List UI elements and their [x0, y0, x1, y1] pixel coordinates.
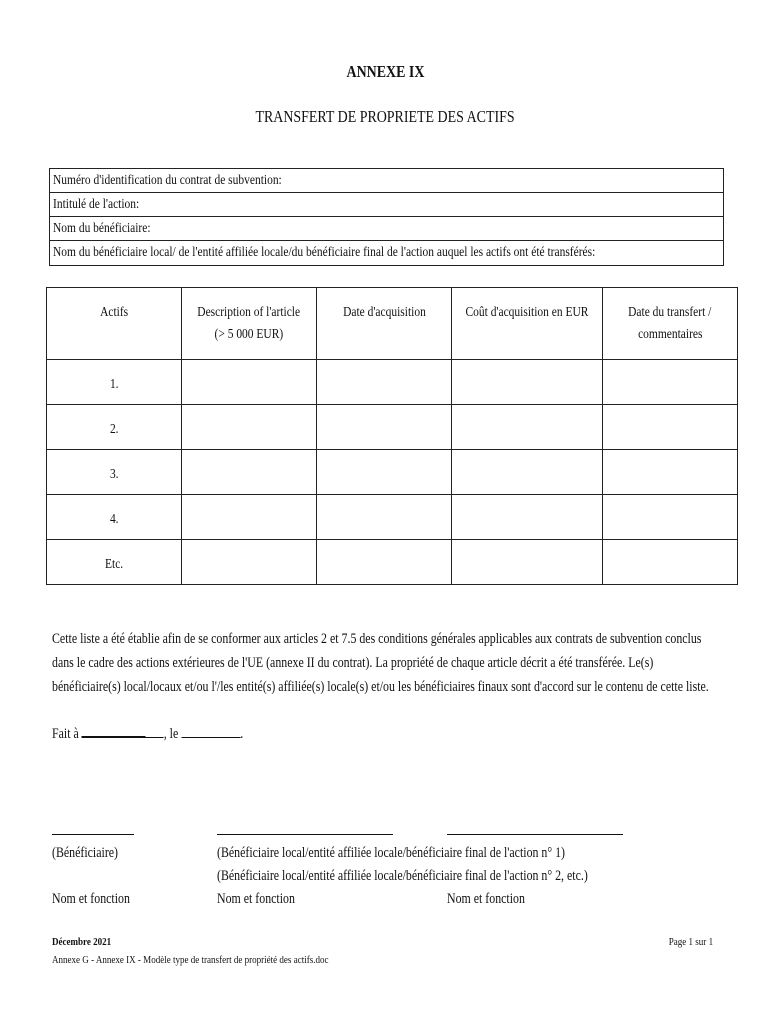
info-label-contract-id: Numéro d'identification du contrat de subvention: [53, 173, 282, 188]
table-cell-description[interactable] [182, 405, 317, 450]
table-row [47, 495, 738, 540]
annex-title-text: ANNEXE IX [346, 62, 424, 81]
table-cell-description[interactable] [182, 450, 317, 495]
place-blank-field-tail[interactable] [146, 723, 164, 738]
table-cell-acquisition-cost[interactable] [452, 405, 603, 450]
table-cell-acquisition-date[interactable] [317, 495, 452, 540]
table-header-row [47, 288, 738, 360]
table-row [47, 450, 738, 495]
header-acquisition-date [317, 288, 452, 360]
table-cell-acquisition-date[interactable] [317, 360, 452, 405]
table-cell-acquisition-cost[interactable] [452, 450, 603, 495]
place-label: Fait à [52, 726, 79, 742]
document-title-text: TRANSFERT DE PROPRIETE DES ACTIFS [255, 107, 515, 126]
info-label-local-beneficiary: Nom du bénéficiaire local/ de l'entité affiliée locale/du bénéficiaire final de l'action auquel les actifs ont été transférés: [53, 245, 596, 260]
footer-filename: Annexe G - Annexe IX - Modèle type de transfert de propriété des actifs.doc [52, 954, 329, 966]
table-cell-description[interactable] [182, 495, 317, 540]
header-transfer-date-line1: Date du transfert / [628, 305, 712, 320]
table-cell-acquisition-date[interactable] [317, 540, 452, 585]
date-suffix: . [240, 726, 244, 742]
table-cell-acquisition-date[interactable] [317, 405, 452, 450]
date-blank-field[interactable] [181, 723, 240, 738]
place-date-line [52, 722, 243, 743]
header-transfer-date-line2: commentaires [637, 327, 703, 342]
row-label [47, 360, 182, 405]
row-label [47, 495, 182, 540]
table-cell-transfer-date[interactable] [602, 450, 737, 495]
info-row-beneficiary-name [50, 217, 723, 241]
header-description-line1: Description of l'article [197, 305, 301, 320]
table-cell-acquisition-date[interactable] [317, 450, 452, 495]
table-cell-transfer-date[interactable] [602, 540, 737, 585]
document-title [0, 107, 770, 127]
header-acquisition-cost-label: Coût d'acquisition en EUR [465, 305, 589, 320]
table-row [47, 540, 738, 585]
table-cell-acquisition-cost[interactable] [452, 360, 603, 405]
header-description-line2: (> 5 000 EUR) [214, 327, 284, 342]
assets-table [46, 287, 738, 585]
annex-title [0, 62, 770, 82]
place-blank-field[interactable] [82, 722, 146, 738]
row-label-text: 1. [109, 377, 119, 392]
header-assets-label: Actifs [99, 305, 129, 320]
info-label-action-title: Intitulé de l'action: [53, 197, 140, 212]
signature-line-local-2[interactable] [447, 834, 623, 835]
date-label: , le [163, 726, 179, 742]
table-cell-transfer-date[interactable] [602, 360, 737, 405]
table-cell-description[interactable] [182, 360, 317, 405]
row-label-text: 4. [109, 512, 119, 527]
table-row [47, 405, 738, 450]
table-cell-description[interactable] [182, 540, 317, 585]
name-function-label-1: Nom et fonction [52, 891, 130, 907]
signature-line-local-1[interactable] [217, 834, 393, 835]
name-function-label-2: Nom et fonction [217, 891, 295, 907]
footer-date: Décembre 2021 [52, 936, 112, 948]
footer-page-number: Page 1 sur 1 [668, 936, 713, 948]
row-label-text: Etc. [104, 557, 124, 572]
header-assets [47, 288, 182, 360]
name-function-label-3: Nom et fonction [447, 891, 525, 907]
info-row-contract-id [50, 169, 723, 193]
table-cell-acquisition-cost[interactable] [452, 495, 603, 540]
beneficiary-label: (Bénéficiaire) [52, 845, 119, 861]
row-label-text: 3. [109, 467, 119, 482]
table-cell-transfer-date[interactable] [602, 405, 737, 450]
compliance-paragraph-text: Cette liste a été établie afin de se conformer aux articles 2 et 7.5 des conditions générales applicables aux contrats de subvention conclus dans le cadre des actions extérieures de l'UE (annexe II du contrat). La propriété de chaque article décrit a été transférée. Le(s) bénéficiaire(s) local/locaux et/ou l'/les entité(s) affiliée(s) locale(s) et/ou les bénéficiaires finaux sont d'accord sur le contenu de cette liste. [52, 631, 709, 695]
row-label [47, 405, 182, 450]
table-row [47, 360, 738, 405]
table-cell-acquisition-cost[interactable] [452, 540, 603, 585]
info-label-beneficiary-name: Nom du bénéficiaire: [53, 221, 151, 236]
row-label [47, 450, 182, 495]
header-acquisition-date-label: Date d'acquisition [342, 305, 426, 320]
header-transfer-date [602, 288, 737, 360]
signature-line-beneficiary[interactable] [52, 834, 134, 835]
header-description [182, 288, 317, 360]
contract-info-box [49, 168, 724, 266]
local-beneficiary-2-label: (Bénéficiaire local/entité affiliée locale/bénéficiaire final de l'action n° 2, etc.) [217, 868, 588, 884]
row-label-text: 2. [109, 422, 119, 437]
compliance-paragraph [52, 627, 724, 699]
info-row-local-beneficiary [50, 241, 723, 265]
header-acquisition-cost [452, 288, 603, 360]
table-cell-transfer-date[interactable] [602, 495, 737, 540]
info-row-action-title [50, 193, 723, 217]
local-beneficiary-1-label: (Bénéficiaire local/entité affiliée locale/bénéficiaire final de l'action n° 1) [217, 845, 566, 861]
row-label [47, 540, 182, 585]
